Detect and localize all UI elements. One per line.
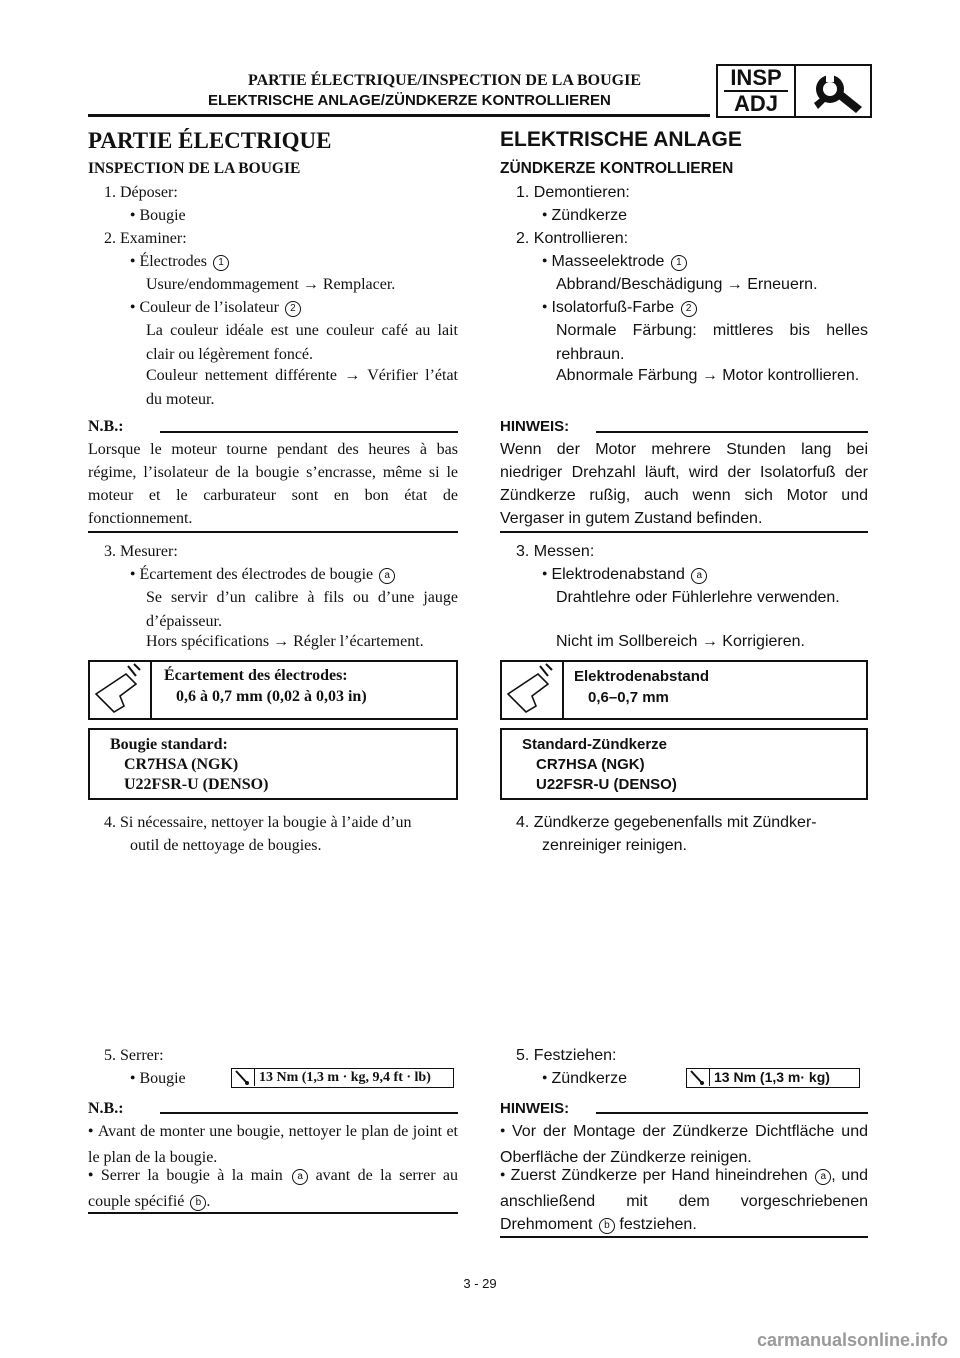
de-section-title: ELEKTRISCHE ANLAGE — [500, 128, 742, 151]
fr-step-3-bullet: ● Écartement des électrodes de bougie a — [130, 564, 395, 587]
fr-spec-value: 0,6 à 0,7 mm (0,02 à 0,03 in) — [176, 688, 367, 705]
de-note-2-rule — [596, 1112, 868, 1114]
header-title-de: ELEKTRISCHE ANLAGE/ZÜNDKERZE KONTROLLIEREN — [208, 92, 611, 109]
wrench-tool-icon — [800, 69, 868, 115]
de-plug-2: U22FSR-U (DENSO) — [536, 776, 677, 793]
fr-note-2-bullet-1: ● Avant de monter une bougie, nettoyer le plan de joint et le plan de la bougie. — [88, 1120, 458, 1169]
fr-step-3-text2: Hors spécifications → Régler l’écartement. — [146, 633, 424, 650]
fr-note-1-rule — [160, 431, 458, 433]
ref-marker-1: 1 — [213, 255, 229, 271]
fr-torque-value: 13 Nm (1,3 m · kg, 9,4 ft · lb) — [259, 1070, 431, 1085]
ref-marker-a: a — [379, 568, 395, 584]
de-note-2-bullet-1: ● Vor der Montage der Zündkerze Dichtfläche und Oberfläche der Zündkerze reinigen. — [500, 1120, 868, 1169]
fr-step-3-text: Se servir d’un calibre à fils ou d’une jauge d’épaisseur. — [146, 589, 458, 630]
de-spec-label: Elektrodenabstand — [574, 668, 710, 685]
fr-note-1-end-rule — [88, 531, 458, 533]
de-note-1-end-rule — [500, 531, 868, 533]
de-step-4: 4. Zündkerze gegebenenfalls mit Zündker- — [516, 814, 817, 831]
fr-plug-2: U22FSR-U (DENSO) — [124, 776, 269, 793]
fr-spec-label: Écartement des électrodes: — [164, 667, 348, 684]
fr-step-4: 4. Si nécessaire, nettoyer la bougie à l’aide d’un — [104, 814, 412, 831]
fr-note-1-label: N.B.: — [88, 418, 124, 435]
fr-step-3: 3. Mesurer: — [104, 543, 178, 560]
fr-note-1-text: Lorsque le moteur tourne pendant des heures à bas régime, l’isolateur de la bougie s’encrasse, même si le moteur et le carburateur sont en bon état de fonctionnement. — [88, 441, 458, 527]
fr-step-2-bullet-2: ● Couleur de l’isolateur 2 — [130, 297, 301, 320]
fr-step-4-l2: outil de nettoyage de bougies. — [130, 837, 322, 854]
de-step-2-bullet-2: ● Isolatorfuß-Farbe 2 — [542, 297, 697, 320]
de-step-1-bullet: ● Zündkerze — [542, 205, 627, 228]
de-step-2-color-text: Normale Färbung: mittleres bis helles rehbraun. — [556, 322, 868, 363]
fr-subsection-title: INSPECTION DE LA BOUGIE — [88, 160, 301, 177]
de-plug-1: CR7HSA (NGK) — [536, 756, 645, 773]
de-note-2-end-rule — [500, 1236, 868, 1238]
fr-step-2-wear: Usure/endommagement → Remplacer. — [146, 276, 396, 293]
de-note-1-label: HINWEIS: — [500, 418, 570, 435]
de-step-2-color-text2: Abnormale Färbung → Motor kontrollieren. — [556, 367, 860, 384]
de-torque-value: 13 Nm (1,3 m· kg) — [714, 1069, 830, 1085]
fr-step-5: 5. Serrer: — [104, 1047, 164, 1064]
badge-insp: INSP — [730, 65, 782, 90]
de-step-3-bullet: ● Elektrodenabstand a — [542, 564, 707, 587]
badge-adj: ADJ — [733, 91, 778, 116]
de-step-2: 2. Kontrollieren: — [516, 230, 629, 247]
fr-step-2: 2. Examiner: — [104, 230, 187, 247]
fr-plug-box — [88, 728, 458, 800]
torque-wrench-icon — [232, 1069, 255, 1086]
de-note-2-label: HINWEIS: — [500, 1100, 570, 1117]
de-step-3: 3. Messen: — [516, 543, 595, 560]
fr-step-2-color-text: La couleur idéale est une couleur café au lait clair ou légèrement foncé. — [146, 322, 458, 363]
fr-note-2-rule — [160, 1112, 458, 1114]
watermark: carmanualsonline.info — [756, 1330, 948, 1350]
de-note-2-bullet-2: ● Zuerst Zündkerze per Hand hineindrehen a , und anschließend mit dem vorgeschriebenen Drehmoment b festziehen. — [500, 1164, 868, 1237]
de-step-3-text2: Nicht im Sollbereich → Korrigieren. — [556, 633, 805, 650]
fr-step-2-bullet-1: ● Électrodes 1 — [130, 251, 229, 274]
de-step-2-bullet-1: ● Masseelektrode 1 — [542, 251, 687, 274]
torque-wrench-icon — [687, 1069, 710, 1086]
de-subsection-title: ZÜNDKERZE KONTROLLIEREN — [500, 160, 734, 177]
fr-section-title: PARTIE ÉLECTRIQUE — [88, 128, 332, 153]
de-torque-box — [686, 1068, 860, 1088]
caliper-icon — [90, 662, 152, 718]
de-spec-box — [500, 660, 868, 720]
header-rule — [88, 114, 710, 117]
fr-note-2-bullet-2: ● Serrer la bougie à la main a avant de la serrer au couple spécifié b . — [88, 1164, 458, 1213]
de-step-5-bullet: ● Zündkerze — [542, 1068, 627, 1091]
de-step-1: 1. Demontieren: — [516, 184, 630, 201]
fr-spec-box — [88, 660, 458, 720]
header-title-fr: PARTIE ÉLECTRIQUE/INSPECTION DE LA BOUGIE — [248, 72, 642, 89]
de-plug-box — [500, 728, 868, 800]
de-note-1-rule — [596, 431, 868, 433]
de-step-3-text: Drahtlehre oder Fühlerlehre verwenden. — [556, 589, 840, 606]
insp-adj-badge — [716, 64, 872, 118]
fr-plug-label: Bougie standard: — [110, 736, 228, 753]
fr-note-2-end-rule — [88, 1212, 458, 1214]
fr-torque-box — [231, 1068, 454, 1088]
caliper-icon — [502, 662, 564, 718]
fr-plug-1: CR7HSA (NGK) — [124, 756, 239, 773]
de-step-4-l2: zenreiniger reinigen. — [542, 837, 687, 854]
ref-marker-2: 2 — [285, 301, 301, 317]
de-plug-label: Standard-Zündkerze — [522, 736, 668, 753]
de-step-5: 5. Festziehen: — [516, 1047, 617, 1064]
fr-step-2-color-text2: Couleur nettement différente → Vérifier l’état du moteur. — [146, 367, 458, 408]
de-step-2-wear: Abbrand/Beschädigung → Erneuern. — [556, 276, 818, 293]
fr-step-5-bullet: ● Bougie — [130, 1068, 186, 1091]
fr-step-1-bullet: ● Bougie — [130, 205, 186, 228]
page-number: 3 - 29 — [463, 1276, 497, 1291]
de-spec-value: 0,6–0,7 mm — [588, 689, 669, 706]
fr-step-1: 1. Déposer: — [104, 184, 178, 201]
fr-note-2-label: N.B.: — [88, 1100, 124, 1117]
de-note-1-text: Wenn der Motor mehrere Stunden lang bei niedriger Drehzahl läuft, wird der Isolatorfuß der Zündkerze rußig, auch wenn sich Motor und Vergaser in gutem Zustand befinden. — [500, 441, 868, 527]
